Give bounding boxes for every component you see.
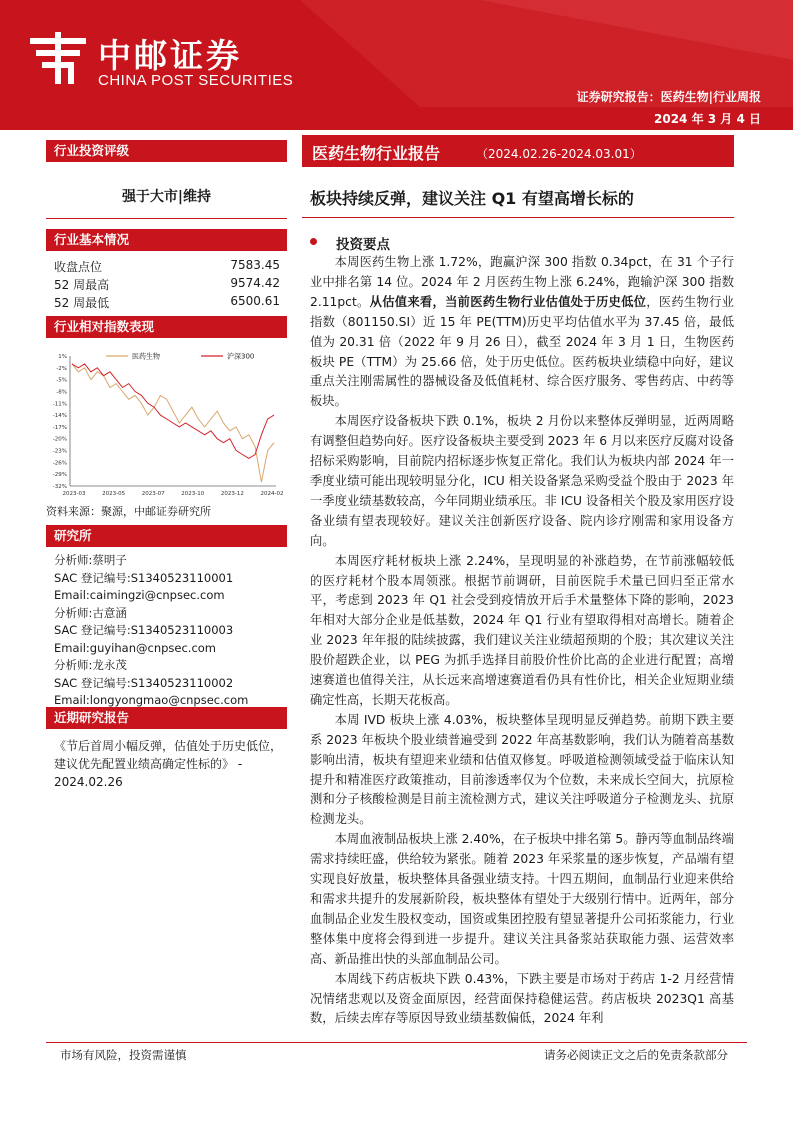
y-tick-label: 1% [58, 354, 67, 360]
paragraph: 本周血液制品板块上涨 2.40%，在子板块中排名第 5。静丙等血制品终端需求持续旺盛，供给较为紧张。随着 2023 年采浆量的逐步恢复，产品端有望实现良好放量，板块整体具备强业绩支持。十四五期间，血制品行业迎来供给和需求共提升的发展新阶段，板块整体有望处于大级别行情中。近两年，部分血制品企业发生股权变动，国资或集团控股有望显著提升公司拓浆能力，行业整体集中度将会得到进一步提升。建议关注具备浆站获取能力强、运营效率高、新品推出快的头部血制品公司。 [310, 832, 734, 966]
y-tick-label: -5% [56, 377, 67, 384]
y-tick-label: -14% [52, 413, 67, 420]
paragraph: 本周线下药店板块下跌 0.43%，下跌主要是市场对于药店 1-2 月经营情况情绪悲观以及资金面原因，经营面保持稳健运营。药店板块 2023Q1 高基数，后续去库存等原因导致业绩基数偏低，2024 年利 [310, 971, 734, 1026]
x-tick-label: 2023-03 [62, 491, 86, 497]
y-tick-label: -26% [52, 460, 67, 467]
x-tick-label: 2023-10 [181, 491, 205, 497]
relative-index-chart [46, 348, 287, 500]
recent-reports-heading: 近期研究报告 [46, 707, 287, 729]
disclaimer-notice: 请务必阅读正文之后的免责条款部分 [544, 1048, 728, 1062]
footer-divider [46, 1042, 747, 1043]
analyst-name: 分析师:蔡明子 [54, 553, 127, 567]
x-tick-label: 2024-02 [260, 491, 284, 497]
stat-row [54, 258, 280, 275]
investment-rating: 强于大市|维持 [121, 189, 212, 205]
bullet-icon [310, 238, 317, 245]
x-tick-label: 2023-07 [141, 491, 165, 497]
china-post-logo-icon [28, 30, 88, 86]
paragraph: 本周医疗耗材板块上涨 2.24%，呈现明显的补涨趋势，在节前涨幅较低的医疗耗材个股本周领涨。根据节前调研，目前医院手术量已回归至正常水平，考虑到 2023 年 Q1 社会受到疫情放开后手术量整体下降的影响，2023 年相对大部分企业是低基数，2024 年 Q1 行业有望取得相对高增长。随着企业 2023 年年报的陆续披露，我们建议关注业绩超预期的个股；其次建议关注股价超跌企业，以 PEG 为抓手选择目前股价性价比高的企业进行配置；高增速赛道也值得关注，从长远来高增速赛道看仍具有性价比，相关企业短期业绩确定性高，长期天花板高。 [310, 553, 734, 707]
report-body [310, 253, 734, 1029]
stat-row [54, 276, 280, 293]
stat-value: 6500.61 [230, 294, 280, 308]
report-period: （2024.02.26-2024.03.01） [476, 147, 642, 161]
legend-label: 医药生物 [132, 352, 160, 361]
y-tick-label: -20% [52, 436, 67, 443]
analyst-email[interactable]: Email:caimingzi@cnpsec.com [54, 588, 225, 602]
x-tick-label: 2023-05 [102, 491, 126, 497]
paragraph: 本周医疗设备板块下跌 0.1%，板块 2 月份以来整体反弹明显，近两周略有调整但趋势向好。医疗设备板块主要受到 2023 年 6 月以来医疗反腐对设备招标采购影响，目前院内招标逐步恢复正常化。我们认为板块内部 2024 年一季度业绩可能出现较明显分化，ICU 相关设备紧急采购受益个股由于 2023 年一季度业绩基数较高，今年同期业绩承压。非 ICU 设备相关个股及家用医疗设备业绩有望表现较好。建议关注创新医疗设备、院内诊疗刚需和家用设备方向。 [310, 414, 734, 548]
report-type: 证券研究报告：医药生物|行业周报 [576, 90, 761, 104]
stat-value: 7583.45 [230, 258, 280, 272]
stat-label: 52 周最高 [54, 278, 110, 292]
team-heading: 研究所 [46, 525, 287, 547]
analyst-name: 分析师:古意涵 [54, 605, 127, 620]
divider [46, 218, 287, 219]
analyst-sac: SAC 登记编号:S1340523110002 [54, 675, 234, 690]
stat-value: 9574.42 [230, 276, 280, 290]
analyst-email[interactable]: Email:guyihan@cnpsec.com [54, 640, 217, 655]
key-points-heading: 投资要点 [336, 237, 390, 253]
x-tick-label: 2023-12 [220, 491, 244, 497]
recent-report-link[interactable]: 《节后首周小幅反弹，估值处于历史低位，建议优先配置业绩高确定性标的》 - 2024.02.26 [54, 739, 283, 789]
divider [302, 217, 734, 218]
y-tick-label: -11% [52, 401, 67, 408]
stat-label: 收盘点位 [54, 260, 103, 274]
chart-source: 资料来源：聚源，中邮证券研究所 [46, 505, 211, 518]
risk-notice: 市场有风险，投资需谨慎 [60, 1048, 187, 1062]
report-title: 医药生物行业报告 [312, 144, 441, 163]
rating-heading: 行业投资评级 [46, 140, 287, 162]
analyst-name: 分析师:龙永茂 [54, 658, 127, 672]
analyst-sac: SAC 登记编号:S1340523110003 [54, 623, 234, 637]
paragraph: 本周 IVD 板块上涨 4.03%，板块整体呈现明显反弹趋势。前期下跌主要系 2023 年板块个股业绩普遍受到 2022 年高基数影响，我们认为随着高基数影响出清，板块有望迎来业绩和估值双修复。呼吸道检测领域受益于临床认知提升和精准医疗政策推动，目前渗透率仅为个位数，未来成长空间大，抗原检测和分子核酸检测是目前主流检测方式，建议关注呼吸道分子检测龙头、抗原检测龙头。 [310, 712, 734, 827]
brand-name-cn: 中邮证券 [98, 36, 242, 75]
paragraph: 本周医药生物上涨 1.72%，跑赢沪深 300 指数 0.34pct，在 31 个子行业中排名第 14 位。2024 年 2 月医药生物上涨 6.24%，跑输沪深 300 指数 2.11pct。从估值来看，当前医药生物行业估值处于历史低位，医药生物行业指数（801150.SI）近 15 年 PE(TTM)历史平均估值水平为 37.45 倍，最低值为 20.31 倍（2022 年 9 月 26 日），截至 2024 年 3 月 1 日，生物医药板块 PE（TTM）为 25.66 倍，处于历史低位。医药板块业绩稳中向好，建议重点关注刚需属性的器械设备及低值耗材、综合医疗服务、零售药店、中药等板块。 [310, 255, 734, 409]
stat-label: 52 周最低 [54, 296, 110, 310]
brand-name-en: CHINA POST SECURITIES [98, 72, 294, 89]
y-tick-label: -2% [56, 365, 67, 372]
y-tick-label: -17% [52, 424, 67, 431]
analyst-email[interactable]: Email:longyongmao@cnpsec.com [54, 693, 249, 707]
report-headline: 板块持续反弹，建议关注 Q1 有望高增长标的 [310, 189, 634, 208]
report-date: 2024 年 3 月 4 日 [654, 112, 761, 126]
stat-row [54, 294, 280, 311]
analyst-sac: SAC 登记编号:S1340523110001 [54, 570, 234, 585]
y-tick-label: -23% [52, 448, 67, 455]
index-chart-heading: 行业相对指数表现 [46, 316, 287, 338]
y-tick-label: -32% [52, 484, 67, 490]
legend-label: 沪深300 [227, 352, 255, 361]
basic-info-heading: 行业基本情况 [46, 229, 287, 251]
y-tick-label: -8% [56, 389, 67, 396]
y-tick-label: -29% [52, 472, 67, 479]
